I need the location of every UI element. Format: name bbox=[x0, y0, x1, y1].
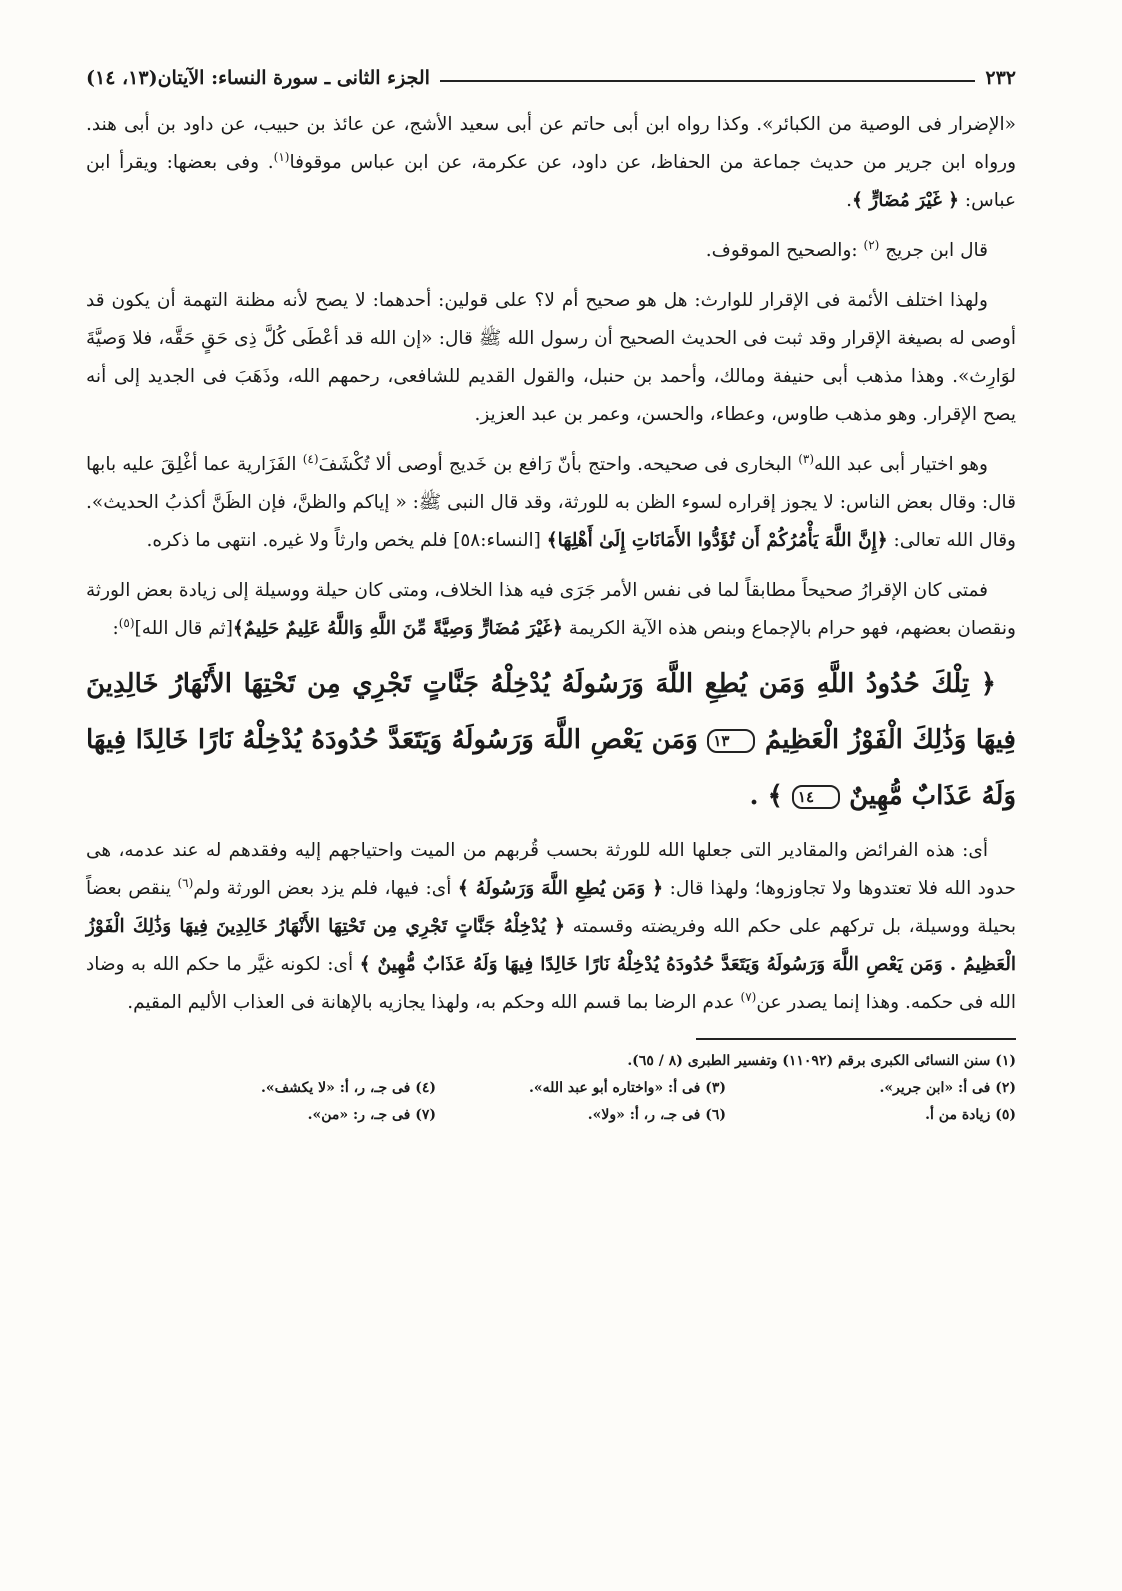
footnote-ref-4: (٤) bbox=[302, 451, 319, 466]
text: الفَزَارية عما أغْلِقَ عليه بابها قال: وقال بعض الناس: لا يجوز إقراره لسوء الظن به للورثة، وقد قال النبى ﷺ: « إياكم والظنَّ، فإن الظَنَّ أكذبُ الحديث». وقال الله تعالى: bbox=[86, 454, 1016, 551]
footnote-ref-3: (٣) bbox=[798, 451, 815, 466]
verse-text: تِلْكَ حُدُودُ اللَّهِ وَمَن يُطِعِ اللَّهَ وَرَسُولَهُ يُدْخِلْهُ جَنَّاتٍ تَجْرِي مِن تَحْتِهَا الأَنْهَارُ خَالِدِينَ فِيهَا وَذَٰلِكَ الْفَوْزُ الْعَظِيمُ bbox=[86, 669, 1016, 755]
text: . وفى بعضها: ويقرأ ابن عباس: bbox=[86, 152, 1016, 211]
footnote-row bbox=[86, 1075, 1016, 1102]
running-header bbox=[86, 60, 1016, 96]
text: أى: فيها، فلم يزد بعض الورثة ولم bbox=[193, 878, 458, 899]
paragraph-5 bbox=[86, 572, 1016, 648]
paragraph-2 bbox=[86, 232, 1016, 270]
footnote-2: (٢) فى أ: «ابن جرير». bbox=[879, 1080, 1016, 1096]
text: أى: هذه الفرائض والمقادير التى جعلها الله للورثة بحسب قُربهم من الميت واحتياجهم إليه وفقدهم له عند عدمه، هى حدود الله فلا تعتدوها ولا تجاوزوها؛ ولهذا قال: bbox=[86, 840, 1016, 899]
quran-quote: ﴿غَيْرَ مُضَارٍّ وَصِيَّةً مِّنَ اللَّهِ وَاللَّهُ عَلِيمٌ حَلِيمٌ﴾ bbox=[232, 618, 563, 639]
footnote-rule bbox=[696, 1038, 1016, 1040]
quran-quote: ﴿ وَمَن يُطِعِ اللَّهَ وَرَسُولَهُ ﴾ bbox=[457, 878, 664, 899]
quran-verse-block bbox=[86, 656, 1016, 824]
footnote-4: (٤) فى جـ، ر، أ: «لا يكشف». bbox=[261, 1080, 436, 1096]
page bbox=[86, 60, 1016, 1129]
quran-quote: ﴿إِنَّ اللَّهَ يَأْمُرُكُمْ أَن تُؤَدُّوا الأَمَانَاتِ إِلَىٰ أَهْلِهَا﴾ bbox=[546, 530, 888, 551]
paragraph-4 bbox=[86, 446, 1016, 560]
footnote-ref-1: (١) bbox=[273, 149, 290, 164]
text: [ثم قال الله] bbox=[134, 618, 233, 639]
text: عدم الرضا بما قسم الله وحكم به، ولهذا يجازيه بالإهانة فى العذاب الأليم المقيم. bbox=[127, 992, 741, 1013]
footnote-ref-6: (٦) bbox=[177, 875, 194, 890]
text: قال ابن جريج bbox=[879, 240, 988, 261]
verse-close-bracket: ﴾ . bbox=[749, 781, 792, 811]
quran-quote: ﴿ غَيْرَ مُضَارٍّ ﴾ bbox=[852, 190, 960, 211]
paragraph-1 bbox=[86, 106, 1016, 220]
footnote-ref-5: (٥) bbox=[118, 615, 135, 630]
verse-number-13: ١٣ bbox=[707, 729, 755, 753]
footnote-1: (١) سنن النسائى الكبرى برقم (١١٠٩٢) وتفسير الطبرى (٨ / ٦٥). bbox=[627, 1053, 1016, 1069]
text: : bbox=[112, 618, 119, 639]
quran-quote: ﴿ يُدْخِلْهُ جَنَّاتٍ تَجْرِي مِن تَحْتِهَا الأَنْهَارُ خَالِدِينَ فِيهَا وَذَٰلِكَ الْفَوْزُ الْعَظِيمُ . وَمَن يَعْصِ اللَّهَ وَرَسُولَهُ وَيَتَعَدَّ حُدُودَهُ يُدْخِلْهُ نَارًا خَالِدًا فِيهَا وَلَهُ عَذَابٌ مُّهِينٌ ﴾ bbox=[86, 916, 1017, 975]
text: ينقص بعضاً بحيلة ووسيلة، بل تركهم على حكم الله وفريضته وقسمته bbox=[86, 878, 1016, 937]
text: أى: لكونه غيَّر ما حكم الله به وضاد الله فى حكمه. وهذا إنما يصدر عن bbox=[86, 954, 1016, 1013]
footnote-ref-7: (٧) bbox=[740, 989, 757, 1004]
verse-number-14: ١٤ bbox=[792, 785, 840, 809]
paragraph-6 bbox=[86, 832, 1016, 1022]
paragraph-3: ولهذا اختلف الأئمة فى الإقرار للوارث: هل هو صحيح أم لا؟ على قولين: أحدهما: لا يصح لأنه مظنة التهمة أن يكون قد أوصى له بصيغة الإقرار وقد ثبت فى الحديث الصحيح أن رسول الله ﷺ قال: «إن الله قد أعْطَى كُلَّ ذِى حَقٍ حَقَّه، فلا وَصيَّةَ لوَارِث». وهذا مذهب أبى حنيفة ومالك، وأحمد بن حنبل، والقول القديم للشافعى، رحمهم الله، وذَهَبَ فى الجديد إلى أنه يصح الإقرار. وهو مذهب طاوس، وعطاء، والحسن، وعمر بن عبد العزيز. bbox=[86, 290, 1016, 425]
footnote-ref-2: (٢) bbox=[863, 237, 880, 252]
footnotes bbox=[86, 1048, 1016, 1129]
footnote-6: (٦) فى جـ، ر، أ: «ولا». bbox=[587, 1107, 726, 1123]
verse-open-bracket: ﴿ bbox=[969, 669, 996, 699]
header-rule bbox=[440, 80, 975, 82]
text: البخارى فى صحيحه. واحتج بأنّ رَافع بن خَديج أوصى ألا تُكْشَفَ bbox=[318, 454, 799, 475]
header-title: الجزء الثانى ـ سورة النساء: الآيتان(١٣، ١٤) bbox=[86, 67, 430, 89]
footnote-7: (٧) فى جـ، ر: «من». bbox=[307, 1107, 436, 1123]
text: . bbox=[846, 190, 853, 211]
text: فمتى كان الإقرارُ صحيحاً مطابقاً لما فى نفس الأمر جَرَى فيه هذا الخلاف، ومتى كان حيلة ووسيلة إلى زيادة بعض الورثة ونقصان بعضهم، فهو حرام بالإجماع وبنص هذه الآية الكريمة bbox=[86, 580, 1016, 639]
text: «الإضرار فى الوصية من الكبائر». وكذا رواه ابن أبى حاتم عن أبى سعيد الأشج، عن عائذ بن حبيب، عن داود بن أبى هند. ورواه ابن جرير من حديث جماعة من الحفاظ، عن داود، عن عكرمة، عن ابن عباس موقوفا bbox=[86, 114, 1017, 173]
footnote-3: (٣) فى أ: «واختاره أبو عبد الله». bbox=[529, 1080, 726, 1096]
page-number: ٢٣٢ bbox=[985, 67, 1016, 89]
footnote-5: (٥) زيادة من أ. bbox=[925, 1107, 1016, 1123]
text: وهو اختيار أبى عبد الله bbox=[814, 454, 988, 475]
text: [النساء:٥٨] فلم يخص وارثاً ولا غيره. انتهى ما ذكره. bbox=[146, 530, 547, 551]
text: :والصحيح الموقوف. bbox=[705, 240, 864, 261]
footnote-row bbox=[86, 1102, 1016, 1129]
verse-text: وَمَن يَعْصِ اللَّهَ وَرَسُولَهُ وَيَتَعَدَّ حُدُودَهُ يُدْخِلْهُ نَارًا خَالِدًا فِيهَا وَلَهُ عَذَابٌ مُّهِينٌ bbox=[86, 725, 1016, 811]
